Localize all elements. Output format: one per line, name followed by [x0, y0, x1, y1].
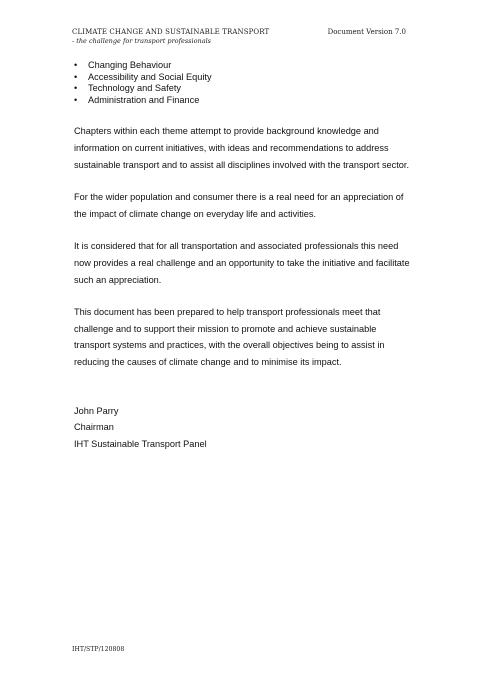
paragraph-document-purpose: This document has been prepared to help transport professionals meet that challenge and to support their mission to promote and achieve sustainable transport systems and practices, with the overall objectives being to assist in reducing the causes of climate change and to minimise its impact. — [74, 307, 385, 367]
bullet-icon: • — [74, 83, 78, 94]
list-item — [74, 72, 414, 84]
document-reference: IHT/STP/120808 — [72, 646, 125, 653]
signatory-organisation: IHT Sustainable Transport Panel — [74, 438, 207, 449]
paragraph-professionals: It is considered that for all transportation and associated professionals this need now provides a real challenge and an opportunity to take the initiative and facilitate such an appreciation. — [74, 241, 410, 285]
signatory-role: Chairman — [74, 422, 114, 432]
list-item-label: Accessibility and Social Equity — [88, 71, 212, 82]
list-item — [74, 83, 414, 95]
paragraph-chapters: Chapters within each theme attempt to provide background knowledge and information on current initiatives, with ideas and recommendations to address sustainable transport and to assist all disciplines involved with the transport sector. — [74, 126, 410, 170]
signature-block — [74, 403, 414, 453]
list-item — [74, 60, 414, 72]
document-subtitle: - the challenge for transport professionals — [72, 37, 211, 45]
document-header — [72, 28, 410, 52]
bullet-icon: • — [74, 94, 78, 105]
document-body — [74, 60, 414, 452]
list-item — [74, 95, 414, 107]
list-item-label: Technology and Safety — [88, 83, 181, 94]
document-version: Document Version 7.0 — [327, 28, 406, 36]
list-item-label: Administration and Finance — [88, 94, 200, 105]
bullet-icon: • — [74, 60, 78, 70]
paragraph-wider-population: For the wider population and consumer there is a real need for an appreciation of the impact of climate change on everyday life and activities. — [74, 192, 404, 219]
list-item-label: Changing Behaviour — [88, 60, 172, 70]
theme-list — [74, 60, 414, 106]
bullet-icon: • — [74, 71, 78, 82]
document-title: CLIMATE CHANGE AND SUSTAINABLE TRANSPORT — [72, 28, 270, 36]
signatory-name: John Parry — [74, 405, 119, 416]
